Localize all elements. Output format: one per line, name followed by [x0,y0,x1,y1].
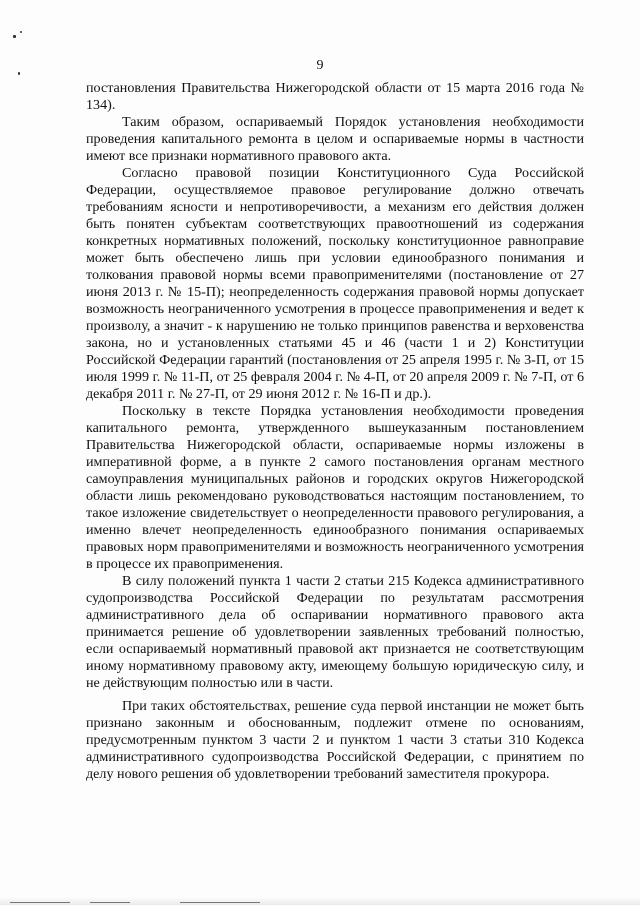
page-number: 9 [316,58,324,73]
paragraph: В силу положений пункта 1 части 2 статьи 215 Кодекса административного судопроизводства Российской Федерации по результатам рассмотрения административного дела об оспаривании нормативного правового акта принимается решение об удовлетворении заявленных требований полностью, если оспариваемый нормативный правовой акт признается не соответствующим иному нормативному правовому акту, имеющему большую юридическую силу, и не действующим полностью или в части. [86,573,584,691]
paragraph: постановления Правительства Нижегородской области от 15 марта 2016 года № 134). [86,80,584,113]
scan-edge-mark [10,902,70,903]
scan-bottom-edge [0,897,640,905]
paragraph: Таким образом, оспариваемый Порядок установления необходимости проведения капитального ремонта в целом и оспариваемые нормы в частности имеют все признаки нормативного правового акта. [86,114,584,164]
scan-mark [20,31,22,33]
scan-edge-mark [90,902,130,903]
paragraph: Согласно правовой позиции Конституционного Суда Российской Федерации, осуществляемое правовое регулирование должно отвечать требованиям ясности и непротиворечивости, а механизм его действия должен быть понятен субъектам соответствующих правоотношений из содержания конкретных нормативных положений, поскольку конституционное равноправие может быть обеспечено лишь при условии единообразного понимания и толкования правовой нормы всеми правоприменителями (постановление от 27 июня 2013 г. № 15-П); неопределенность содержания правовой нормы допускает возможность неограниченного усмотрения в процессе правоприменения и ведет к произволу, а значит - к нарушению не только принципов равенства и верховенства закона, но и установленных статьями 45 и 46 (части 1 и 2) Конституции Российской Федерации гарантий (постановления от 25 апреля 1995 г. № 3-П, от 15 июля 1999 г. № 11-П, от 25 февраля 2004 г. № 4-П, от 20 апреля 2009 г. № 7-П, от 6 декабря 2011 г. № 27-П, от 29 июня 2012 г. № 16-П и др.). [86,165,584,402]
scan-edge-mark [180,902,260,903]
scan-mark [13,35,16,38]
document-body [86,80,584,783]
paragraph: При таких обстоятельствах, решение суда первой инстанции не может быть признано законным и обоснованным, подлежит отмене по основаниям, предусмотренным пунктом 3 части 2 и пунктом 1 части 3 статьи 310 Кодекса административного судопроизводства Российской Федерации, с принятием по делу нового решения об удовлетворении требований заместителя прокурора. [86,698,584,782]
paragraph: Поскольку в тексте Порядка установления необходимости проведения капитального ремонта, утвержденного вышеуказанным постановлением Правительства Нижегородской области, оспариваемые нормы изложены в императивной форме, а в пункте 2 самого постановления органам местного самоуправления муниципальных районов и городских округов Нижегородской области лишь рекомендовано руководствоваться настоящим постановлением, то такое изложение свидетельствует о неопределенности правового регулирования, а именно влечет неопределенность единообразного понимания оспариваемых правовых норм правоприменителями и возможность неограниченного усмотрения в процессе их правоприменения. [86,403,584,572]
